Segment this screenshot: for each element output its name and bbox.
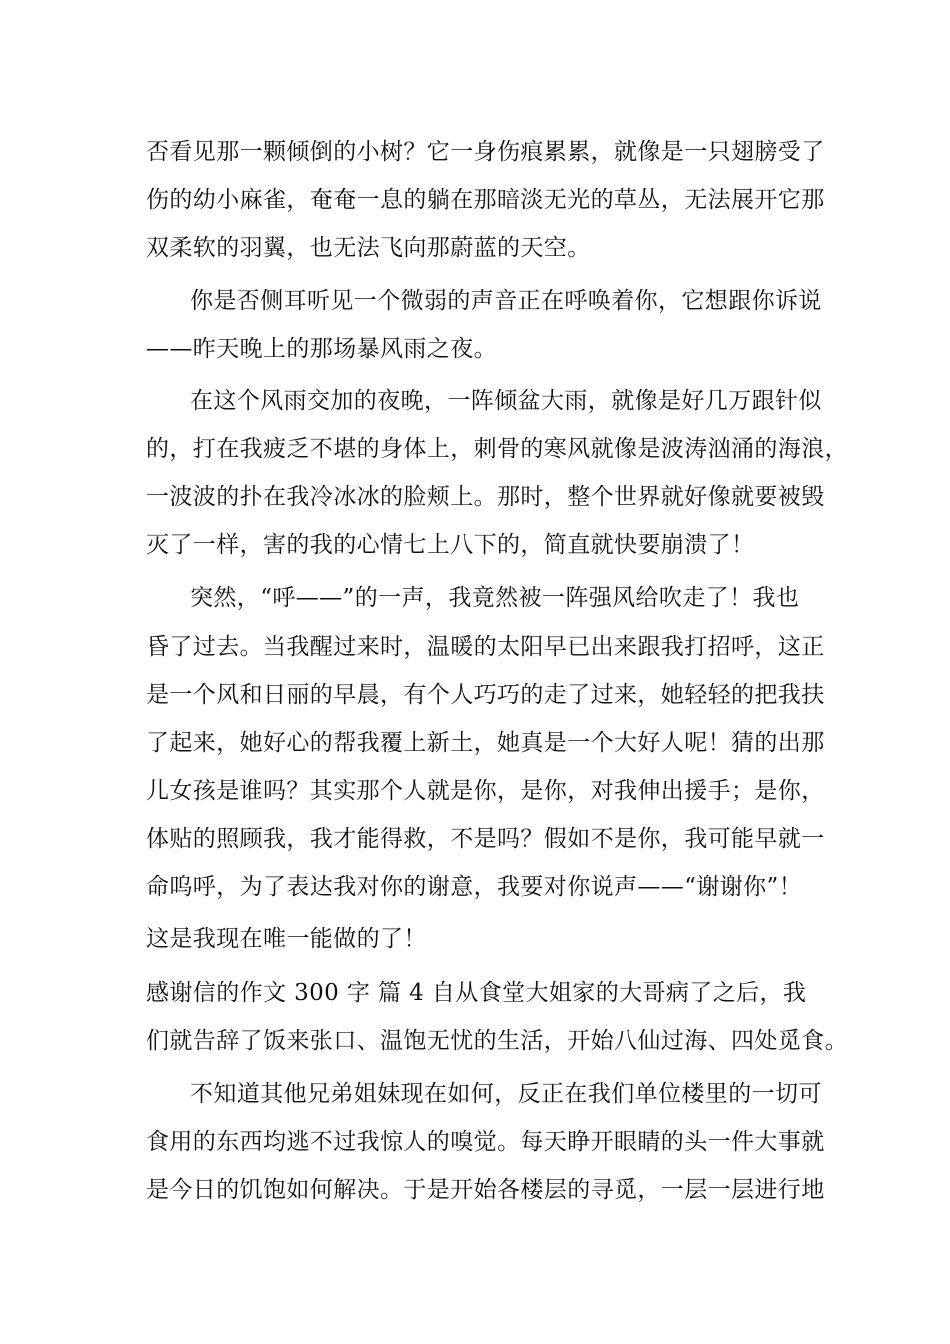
text-line-21: 食用的东西均逃不过我惊人的嗅觉。每天睁开眼睛的头一件大事就 <box>146 1129 825 1155</box>
text-line-8: 一波波的扑在我冷冰冰的脸颊上。那时，整个世界就好像就要被毁 <box>146 484 825 510</box>
text-line-15: 体贴的照顾我，我才能得救，不是吗？假如不是你，我可能早就一 <box>146 826 825 852</box>
text-line-12: 是一个风和日丽的早晨，有个人巧巧的走了过来，她轻轻的把我扶 <box>146 682 825 708</box>
text-line-3: 双柔软的羽翼，也无法飞向那蔚蓝的天空。 <box>146 235 591 261</box>
text-line-14: 儿女孩是谁吗？其实那个人就是你，是你，对我伸出援手；是你， <box>146 778 825 804</box>
text-line-20: 不知道其他兄弟姐妹现在如何，反正在我们单位楼里的一切可 <box>190 1081 822 1107</box>
text-line-4: 你是否侧耳听见一个微弱的声音正在呼唤着你，它想跟你诉说 <box>190 288 822 314</box>
text-line-7: 的，打在我疲乏不堪的身体上，刺骨的寒风就像是波涛汹涌的海浪， <box>146 436 848 462</box>
text-line-5: ——昨天晚上的那场暴风雨之夜。 <box>146 336 497 362</box>
text-line-19: 们就告辞了饭来张口、温饱无忧的生活，开始八仙过海、四处觅食。 <box>146 1028 848 1054</box>
text-line-10: 突然，“呼——”的一声，我竟然被一阵强风给吹走了！我也 <box>190 585 800 611</box>
text-line-2: 伤的幼小麻雀，奄奄一息的躺在那暗淡无光的草丛，无法展开它那 <box>146 187 825 213</box>
text-line-22: 是今日的饥饱如何解决。于是开始各楼层的寻觅，一层一层进行地 <box>146 1177 825 1203</box>
text-line-11: 昏了过去。当我醒过来时，温暖的太阳早已出来跟我打招呼，这正 <box>146 634 825 660</box>
text-line-13: 了起来，她好心的帮我覆上新土，她真是一个大好人呢！猜的出那 <box>146 730 825 756</box>
text-line-1: 否看见那一颗倾倒的小树？它一身伤痕累累，就像是一只翅膀受了 <box>146 139 825 165</box>
text-line-9: 灭了一样，害的我的心情七上八下的，简直就快要崩溃了！ <box>146 532 755 558</box>
text-line-6: 在这个风雨交加的夜晚，一阵倾盆大雨，就像是好几万跟针似 <box>190 388 822 414</box>
text-line-16: 命呜呼，为了表达我对你的谢意，我要对你说声——“谢谢你”！ <box>146 874 803 900</box>
section-heading-line: 感谢信的作文 300 字 篇 4 自从食堂大姐家的大哥病了之后，我 <box>146 980 807 1006</box>
text-line-17: 这是我现在唯一能做的了！ <box>146 926 427 952</box>
